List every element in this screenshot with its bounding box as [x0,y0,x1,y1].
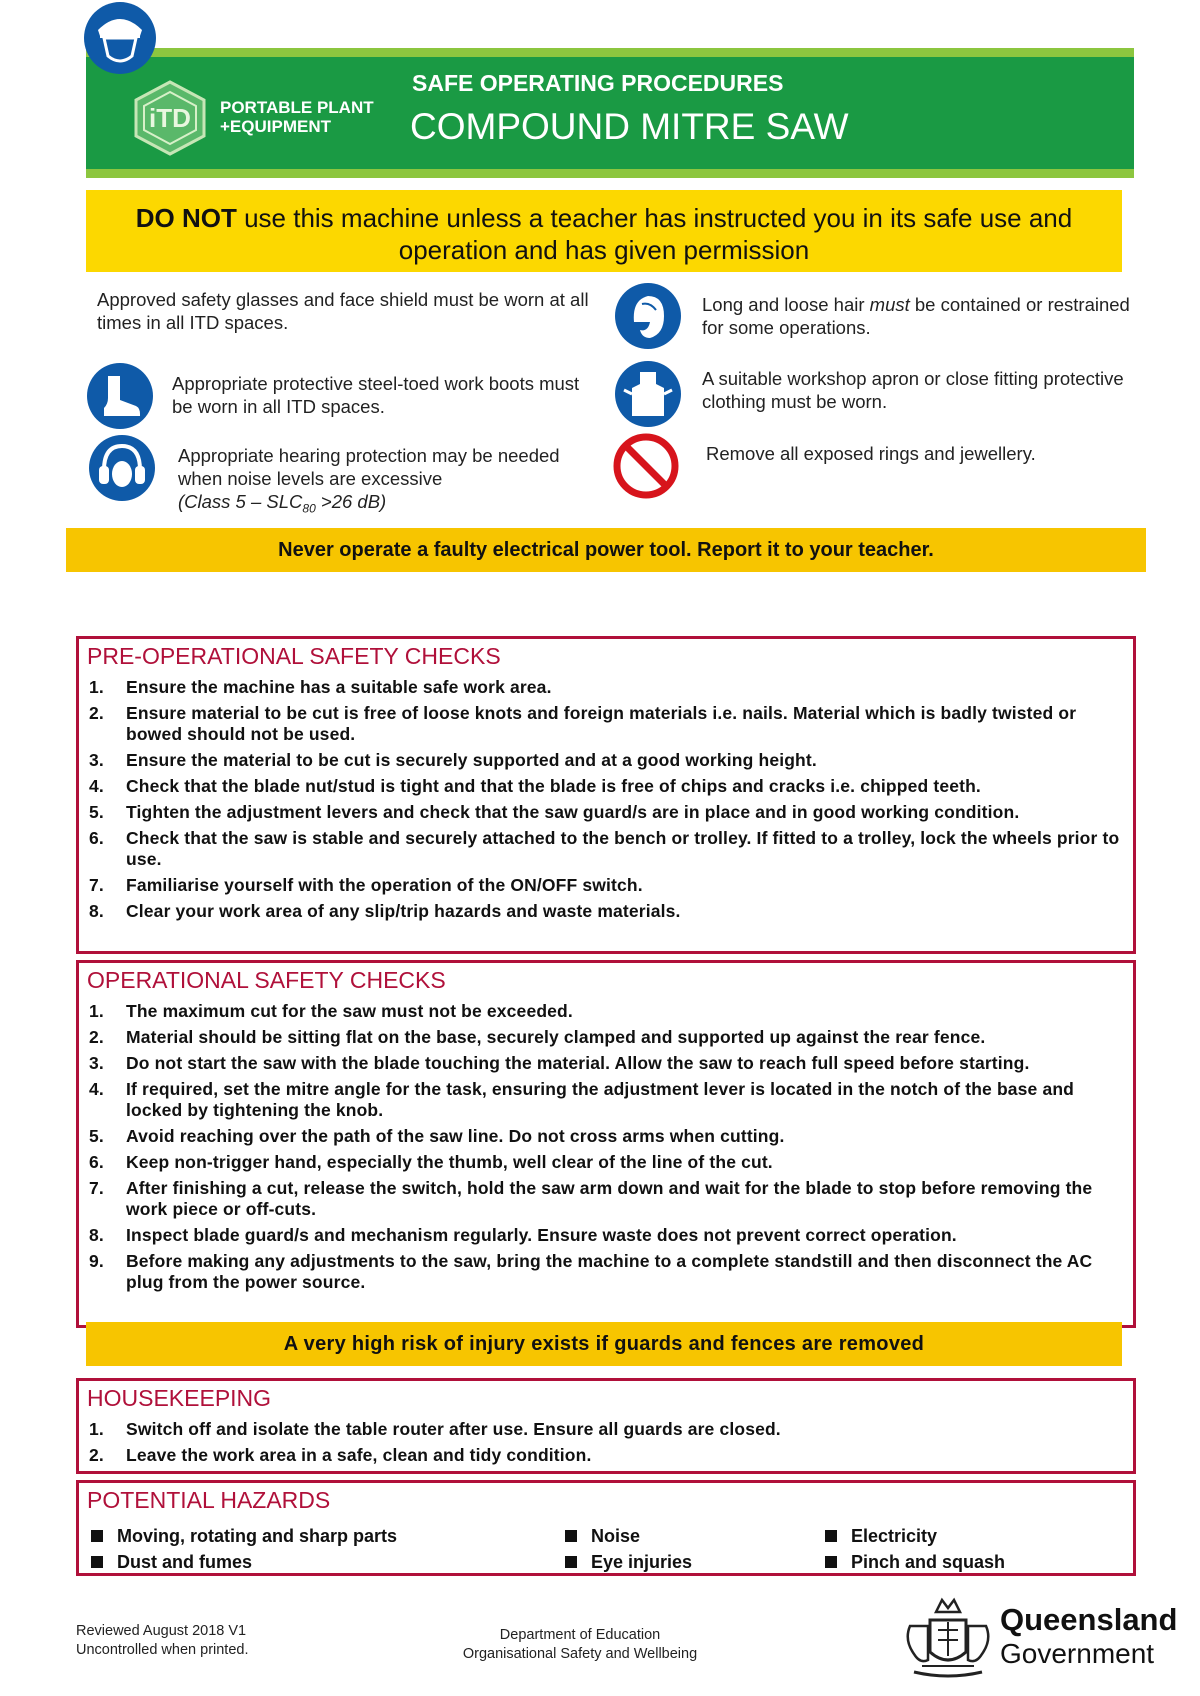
qld-gov-logo-line1: Queensland [1000,1602,1178,1637]
hazard-item [91,1523,397,1549]
list-item-text: Leave the work area in a safe, clean and tidy condition. [126,1445,592,1465]
list-item: 3. Ensure the material to be cut is securely supported and at a good working height. [89,750,817,770]
coat-of-arms-icon [900,1590,996,1682]
face-shield-icon [82,0,158,76]
page-title: COMPOUND MITRE SAW [410,106,849,147]
list-item-text: Avoid reaching over the path of the saw line. Do not cross arms when cutting. [126,1126,785,1146]
list-item-text: Check that the blade nut/stud is tight and that the blade is free of chips and cracks i.e. chipped teeth. [126,776,981,796]
hazard-item [91,1549,397,1575]
list-item: 8. Inspect blade guard/s and mechanism regularly. Ensure waste does not prevent correct operation. [89,1225,957,1245]
list-item-text: After finishing a cut, release the switch, hold the saw arm down and wait for the blade to stop before removing the work piece or off-cuts. [126,1178,1093,1219]
list-item: 7. Familiarise yourself with the operation of the ON/OFF switch. [89,875,643,895]
bullet-square-icon [565,1530,577,1542]
list-item: 1. Ensure the machine has a suitable safe work area. [89,677,552,697]
list-item-text: Familiarise yourself with the operation of the ON/OFF switch. [126,875,643,895]
housekeeping-title: HOUSEKEEPING [87,1385,272,1411]
page-subtitle: SAFE OPERATING PROCEDURES [412,70,784,96]
hearing-class-prefix: (Class 5 – SLC [178,491,303,512]
list-item-text: Inspect blade guard/s and mechanism regularly. Ensure waste does not prevent correct operation. [126,1225,957,1245]
list-item: 8. Clear your work area of any slip/trip hazards and waste materials. [89,901,681,921]
hazard-item [825,1523,1005,1549]
no-jewellery-icon [612,432,680,500]
warning-bold: DO NOT [135,203,237,233]
hazards-col-3 [825,1523,1005,1575]
list-item: 9. Before making any adjustments to the saw, bring the machine to a complete standstill and then disconnect the AC plug from the power source. [89,1251,1093,1292]
ppe-hearing-text: Appropriate hearing protection may be needed when noise levels are excessive [178,445,560,489]
brand-line-1: PORTABLE PLANT [220,98,374,117]
list-item: 2. Material should be sitting flat on the base, securely clamped and supported up against the rear fence. [89,1027,986,1047]
hazards-col-1 [91,1523,397,1575]
logo-text: iTD [149,103,191,133]
list-item: 6. Keep non-trigger hand, especially the thumb, well clear of the line of the cut. [89,1152,773,1172]
list-item: 5. Avoid reaching over the path of the saw line. Do not cross arms when cutting. [89,1126,785,1146]
boot-icon [86,362,154,430]
list-item-text: Ensure material to be cut is free of loose knots and foreign materials i.e. nails. Material which is badly twisted or bowed should not be used. [126,703,1077,744]
bullet-square-icon [91,1530,103,1542]
operational-section [76,960,1136,1328]
hazard-text: Moving, rotating and sharp parts [117,1526,398,1546]
hearing-class-sub: 80 [302,501,316,516]
list-item: 3. Do not start the saw with the blade touching the material. Allow the saw to reach full speed before starting. [89,1053,1030,1073]
hair-text-pre: Long and loose hair [702,294,870,315]
footer-review [76,1622,249,1660]
footer-uncontrolled: Uncontrolled when printed. [76,1642,249,1658]
hazard-text: Noise [591,1526,641,1546]
list-item-text: Tighten the adjustment levers and check that the saw guard/s are in place and in good working condition. [126,802,1020,822]
list-item: 6. Check that the saw is stable and securely attached to the bench or trolley. If fitted to a trolley, lock the wheels prior to use. [89,828,1120,869]
ppe-hair-note [702,293,1142,339]
list-item: 2. Leave the work area in a safe, clean and tidy condition. [89,1445,592,1465]
list-item: 2. Ensure material to be cut is free of loose knots and foreign materials i.e. nails. Material which is badly twisted or bowed should not be used. [89,703,1077,744]
operational-title: OPERATIONAL SAFETY CHECKS [87,967,446,993]
pre-operational-list [89,677,1124,927]
hazard-text: Eye injuries [591,1552,693,1572]
brand-name [220,98,374,136]
hazards-title: POTENTIAL HAZARDS [87,1487,331,1513]
list-item-text: Clear your work area of any slip/trip hazards and waste materials. [126,901,681,921]
qld-gov-logo-line2: Government [1000,1638,1155,1669]
do-not-warning [86,190,1122,272]
hazard-text: Dust and fumes [117,1552,253,1572]
list-item: 5. Tighten the adjustment levers and check that the saw guard/s are in place and in good working condition. [89,802,1020,822]
list-item: 1. The maximum cut for the saw must not be exceeded. [89,1001,573,1021]
pre-operational-title: PRE-OPERATIONAL SAFETY CHECKS [87,643,501,669]
warning-text: use this machine unless a teacher has instructed you in its safe use and operation and has given permission [236,203,1073,265]
bullet-square-icon [91,1556,103,1568]
guards-risk-banner: A very high risk of injury exists if guards and fences are removed [86,1322,1122,1366]
pre-operational-section [76,636,1136,954]
housekeeping-section [76,1378,1136,1474]
hazards-section [76,1480,1136,1576]
apron-icon [614,360,682,428]
list-item-text: Material should be sitting flat on the base, securely clamped and supported up against the rear fence. [126,1027,986,1047]
bullet-square-icon [825,1530,837,1542]
ppe-hearing-note [178,444,598,521]
list-item: 4. If required, set the mitre angle for the task, ensuring the adjustment lever is located in the notch of the base and locked by tightening the knob. [89,1079,1075,1120]
hazards-col-2 [565,1523,692,1575]
ppe-glasses-note: Approved safety glasses and face shield must be worn at all times in all ITD spaces. [97,289,589,333]
list-item: 4. Check that the blade nut/stud is tight and that the blade is free of chips and cracks i.e. chipped teeth. [89,776,981,796]
bullet-square-icon [565,1556,577,1568]
hazard-text: Electricity [851,1526,938,1546]
itd-logo-icon [132,80,208,156]
list-item-text: Before making any adjustments to the saw, bring the machine to a complete standstill and then disconnect the AC plug from the power source. [126,1251,1093,1292]
ppe-boots-note: Appropriate protective steel-toed work boots must be worn in all ITD spaces. [172,373,580,417]
ppe-apron-note: A suitable workshop apron or close fitting protective clothing must be worn. [702,368,1124,412]
list-item-text: Ensure the material to be cut is securely supported and at a good working height. [126,750,817,770]
list-item: 7. After finishing a cut, release the switch, hold the saw arm down and wait for the blade to stop before removing the work piece or off-cuts. [89,1178,1093,1219]
ear-protection-icon [88,434,156,502]
hazard-item [565,1523,692,1549]
ppe-hearing-class [178,490,598,521]
list-item-text: Do not start the saw with the blade touching the material. Allow the saw to reach full speed before starting. [126,1053,1030,1073]
footer-dept: Department of Education [499,1627,661,1643]
housekeeping-list [89,1419,1124,1471]
hazard-item [565,1549,692,1575]
operational-list [89,1001,1124,1298]
hair-icon [614,282,682,350]
list-item-text: Check that the saw is stable and securely attached to the bench or trolley. If fitted to a trolley, lock the wheels prior to use. [126,828,1120,869]
footer-reviewed: Reviewed August 2018 V1 [76,1623,247,1639]
footer-unit: Organisational Safety and Wellbeing [462,1646,698,1662]
hazard-item [825,1549,1005,1575]
list-item-text: Keep non-trigger hand, especially the thumb, well clear of the line of the cut. [126,1152,773,1172]
ppe-jewellery-note: Remove all exposed rings and jewellery. [706,443,1036,464]
footer-department [400,1626,760,1664]
bullet-square-icon [825,1556,837,1568]
list-item-text: Ensure the machine has a suitable safe work area. [126,677,552,697]
hair-text-em: must [869,294,910,315]
hazard-text: Pinch and squash [851,1552,1006,1572]
list-item-text: Switch off and isolate the table router after use. Ensure all guards are closed. [126,1419,781,1439]
brand-line-2: +EQUIPMENT [220,117,331,136]
hair-text-post: be contained or restrained for some operations. [702,294,1130,338]
faulty-tool-banner: Never operate a faulty electrical power tool. Report it to your teacher. [66,528,1146,572]
list-item-text: If required, set the mitre angle for the task, ensuring the adjustment lever is located in the notch of the base and locked by tightening the knob. [126,1079,1075,1120]
list-item-text: The maximum cut for the saw must not be exceeded. [126,1001,573,1021]
hearing-class-suffix: >26 dB) [315,491,387,512]
list-item: 1. Switch off and isolate the table router after use. Ensure all guards are closed. [89,1419,781,1439]
